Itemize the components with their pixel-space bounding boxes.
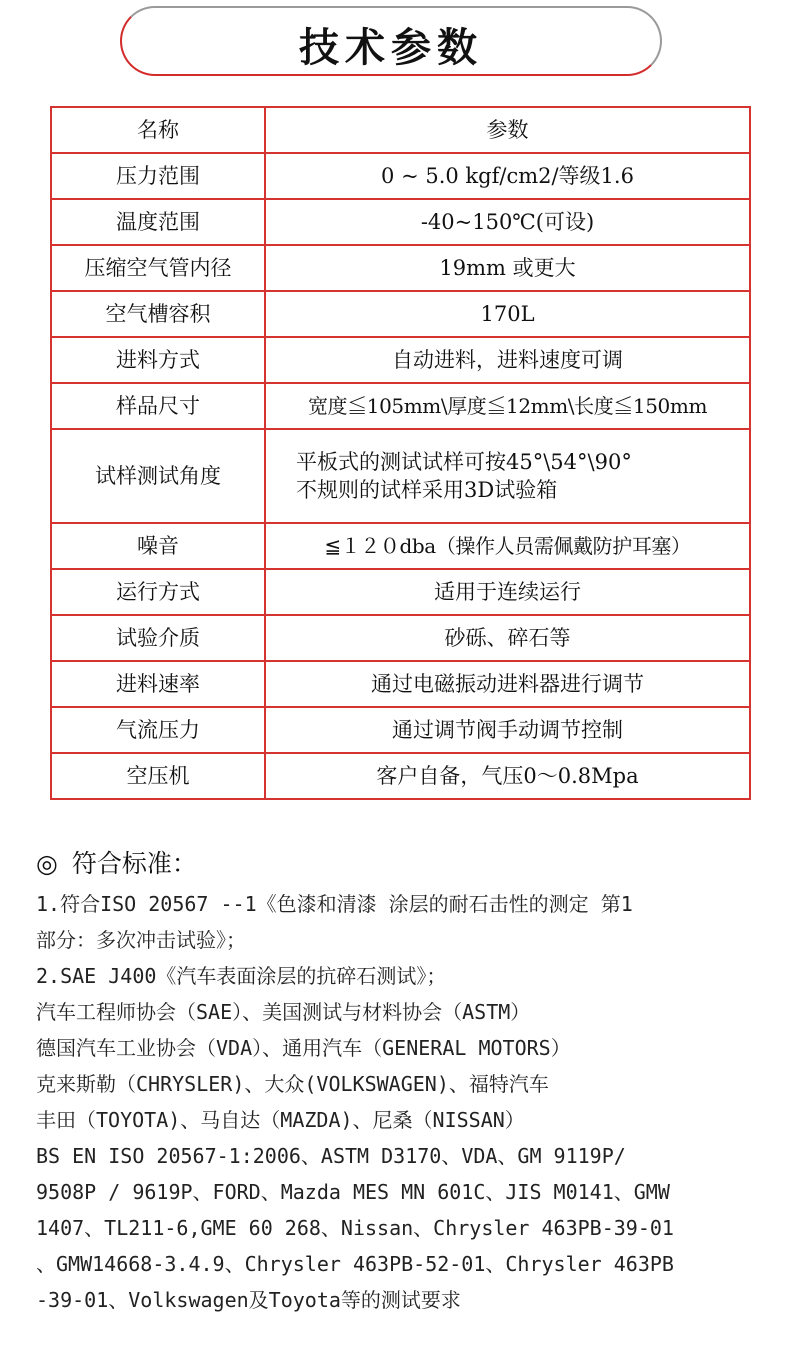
standards-line: 克来斯勒（CHRYSLER)、大众(VOLKSWAGEN)、福特汽车 [36, 1072, 549, 1096]
row-name: 压力范围 [51, 153, 265, 199]
table-row [51, 199, 750, 245]
row-value: 自动进料，进料速度可调 [265, 337, 750, 383]
row-name: 空气槽容积 [51, 291, 265, 337]
table-header-row [51, 107, 750, 153]
standards-line: 9508P / 9619P、FORD、Mazda MES MN 601C、JIS M0141、GMW [36, 1180, 670, 1204]
table-row [51, 429, 750, 523]
row-name: 噪音 [51, 523, 265, 569]
row-name: 样品尺寸 [51, 383, 265, 429]
row-value: 19mm 或更大 [265, 245, 750, 291]
standards-line: BS EN ISO 20567-1:2006、ASTM D3170、VDA、GM 9119P/ [36, 1144, 626, 1168]
title-banner [120, 6, 662, 76]
page-title: 技术参数 [299, 25, 483, 71]
table-row [51, 523, 750, 569]
row-name: 进料方式 [51, 337, 265, 383]
row-name: 进料速率 [51, 661, 265, 707]
table-row [51, 615, 750, 661]
row-value: 适用于连续运行 [265, 569, 750, 615]
table-row [51, 569, 750, 615]
row-value: 通过电磁振动进料器进行调节 [265, 661, 750, 707]
double-circle-icon: ◎ [36, 849, 58, 878]
table-row [51, 661, 750, 707]
standards-line: 1.符合ISO 20567 --1《色漆和清漆 涂层的耐石击性的测定 第1 [36, 892, 633, 916]
standards-heading-text: 符合标准： [71, 849, 197, 878]
row-name: 温度范围 [51, 199, 265, 245]
table-row [51, 383, 750, 429]
row-value: 客户自备，气压0～0.8Mpa [265, 753, 750, 799]
row-name: 运行方式 [51, 569, 265, 615]
row-name: 气流压力 [51, 707, 265, 753]
standards-line: 丰田（TOYOTA)、马自达（MAZDA)、尼桑（NISSAN） [36, 1108, 525, 1132]
standards-line: 德国汽车工业协会（VDA）、通用汽车（GENERAL MOTORS） [36, 1036, 571, 1060]
standards-line: 、GMW14668-3.4.9、Chrysler 463PB-52-01、Chrysler 463PB [36, 1252, 674, 1276]
row-value: ≦１２０dba（操作人员需佩戴防护耳塞） [265, 523, 750, 569]
table-row [51, 245, 750, 291]
row-value: 170L [265, 291, 750, 337]
row-value: 通过调节阀手动调节控制 [265, 707, 750, 753]
row-value-line: 不规则的试样采用3D试验箱 [296, 478, 558, 502]
standards-line: 部分：多次冲击试验》； [36, 928, 246, 952]
row-value-line: 平板式的测试试样可按45°\54°\90° [296, 449, 632, 474]
standards-line: 1407、TL211-6,GME 60 268、Nissan、Chrysler 463PB-39-01 [36, 1216, 674, 1240]
table-row [51, 153, 750, 199]
row-name: 空压机 [51, 753, 265, 799]
row-name: 试样测试角度 [51, 429, 265, 523]
row-name: 试验介质 [51, 615, 265, 661]
row-value: 宽度≦105mm\厚度≦12mm\长度≦150mm [265, 383, 750, 429]
standards-line: 汽车工程师协会（SAE）、美国测试与材料协会（ASTM） [36, 1000, 531, 1024]
table-row [51, 337, 750, 383]
standards-list [36, 886, 766, 1318]
table-row [51, 753, 750, 799]
table-row [51, 707, 750, 753]
standards-line: -39-01、Volkswagen及Toyota等的测试要求 [36, 1288, 461, 1312]
standards-line: 2.SAE J400《汽车表面涂层的抗碎石测试》； [36, 964, 447, 988]
row-value: -40~150℃(可设) [265, 199, 750, 245]
table-row [51, 291, 750, 337]
row-name: 压缩空气管内径 [51, 245, 265, 291]
row-value [265, 429, 750, 523]
header-value: 参数 [265, 107, 750, 153]
spec-table [50, 106, 751, 800]
standards-heading [36, 844, 197, 880]
row-value: 砂砾、碎石等 [265, 615, 750, 661]
header-name: 名称 [51, 107, 265, 153]
row-value: 0 ~ 5.0 kgf/cm2/等级1.6 [265, 153, 750, 199]
